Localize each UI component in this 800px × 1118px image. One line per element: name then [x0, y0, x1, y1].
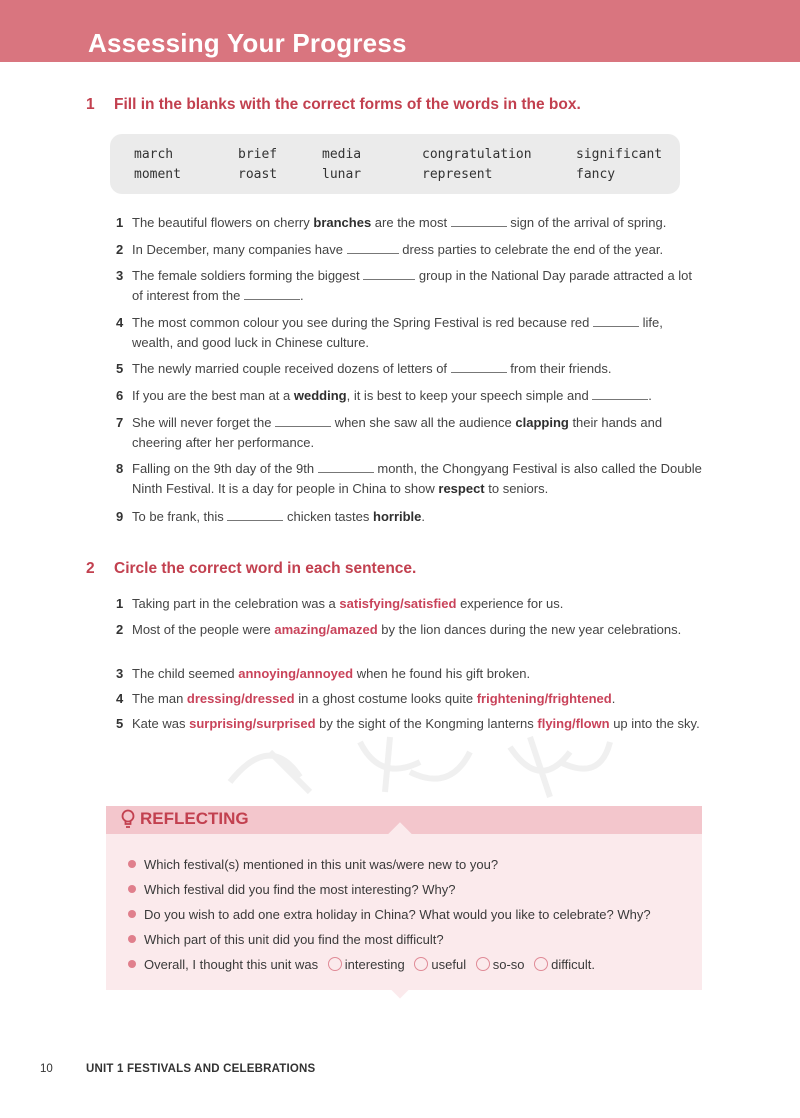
reflecting-overall: Overall, I thought this unit was interesting useful so-so difficult. — [128, 956, 595, 974]
question-number: 3 — [116, 666, 124, 681]
answer-blank[interactable] — [318, 460, 374, 473]
question-number: 9 — [116, 509, 124, 524]
question-number: 5 — [116, 716, 124, 731]
fill-blank-question: 4 The most common colour you see during the Spring Festival is red because red life, wealth, and good luck in Chinese culture. — [116, 315, 663, 350]
section-1-instruction: Fill in the blanks with the correct forms of the words in the box. — [114, 96, 581, 113]
page-number: 10 — [40, 1063, 53, 1075]
option-label: difficult. — [551, 957, 595, 972]
word-box-word: march — [134, 147, 174, 162]
section-1-heading — [86, 96, 581, 114]
word-choice[interactable]: frightening/frightened — [476, 691, 612, 706]
word-box-word: lunar — [322, 167, 362, 182]
page-title: Assessing Your Progress — [88, 28, 407, 58]
question-number: 6 — [116, 388, 124, 403]
option-circle-icon[interactable] — [534, 957, 548, 971]
circle-word-question: 1 Taking part in the celebration was a satisfying/satisfied experience for us. — [116, 594, 702, 614]
fill-blank-question: 8 Falling on the 9th day of the 9th month, the Chongyang Festival is also called the Double Ninth Festival. It is a day for people in China to show respect to seniors. — [116, 461, 702, 496]
fill-blank-question: 2 In December, many companies have dress parties to celebrate the end of the year. — [116, 240, 702, 260]
question-number: 2 — [116, 242, 124, 257]
page-footer — [40, 1063, 315, 1075]
answer-blank[interactable] — [347, 241, 399, 254]
word-box-word: fancy — [576, 167, 616, 182]
question-number: 4 — [116, 315, 124, 330]
answer-blank[interactable] — [593, 314, 639, 327]
fill-blank-question: 7 She will never forget the when she saw all the audience clapping their hands and cheering after her performance. — [116, 415, 663, 450]
fill-blank-question: 9 To be frank, this chicken tastes horrible. — [116, 507, 702, 527]
option-circle-icon[interactable] — [476, 957, 490, 971]
question-number: 8 — [116, 461, 124, 476]
answer-blank[interactable] — [227, 508, 283, 521]
word-choice[interactable]: annoying/annoyed — [238, 666, 354, 681]
section-2-instruction: Circle the correct word in each sentence. — [114, 560, 417, 577]
word-choice[interactable]: satisfying/satisfied — [339, 596, 457, 611]
reflecting-item: Do you wish to add one extra holiday in China? What would you like to celebrate? Why? — [128, 906, 651, 924]
word-choice[interactable]: dressing/dressed — [186, 691, 295, 706]
reflecting-item: Which festival did you find the most interesting? Why? — [128, 881, 455, 899]
word-box-word: congratulation — [422, 147, 532, 162]
answer-blank[interactable] — [363, 267, 415, 280]
fill-blank-question: 3 The female soldiers forming the biggest group in the National Day parade attracted a lot of interest from the . — [116, 268, 693, 303]
section-2-number: 2 — [86, 560, 95, 577]
unit-title: UNIT 1 FESTIVALS AND CELEBRATIONS — [86, 1063, 316, 1075]
reflecting-title: REFLECTING — [140, 809, 249, 828]
option-label: so-so — [492, 957, 525, 972]
bullet-icon — [128, 885, 136, 893]
circle-word-question: 5 Kate was surprising/surprised by the sight of the Kongming lanterns flying/flown up into the sky. — [116, 714, 702, 734]
answer-blank[interactable] — [275, 414, 331, 427]
question-number: 1 — [116, 596, 124, 611]
question-number: 1 — [116, 215, 124, 230]
bullet-icon — [128, 910, 136, 918]
lightbulb-icon — [120, 809, 136, 831]
fill-blank-question: 6 If you are the best man at a wedding, it is best to keep your speech simple and . — [116, 386, 702, 406]
bullet-icon — [128, 935, 136, 943]
option-label: interesting — [344, 957, 405, 972]
option-label: useful — [431, 957, 467, 972]
question-number: 4 — [116, 691, 124, 706]
word-box-word: media — [322, 147, 362, 162]
word-box-word: moment — [134, 167, 181, 182]
word-choice[interactable]: flying/flown — [537, 716, 610, 731]
bullet-icon — [128, 860, 136, 868]
fill-blank-question: 5 The newly married couple received dozens of letters of from their friends. — [116, 359, 702, 379]
section-1-number: 1 — [86, 96, 95, 113]
word-choice[interactable]: amazing/amazed — [274, 622, 378, 637]
answer-blank[interactable] — [451, 360, 507, 373]
reflecting-item: Which part of this unit did you find the most difficult? — [128, 931, 444, 949]
question-number: 7 — [116, 415, 124, 430]
circle-word-question: 4 The man dressing/dressed in a ghost costume looks quite frightening/frightened. — [116, 689, 702, 709]
option-circle-icon[interactable] — [414, 957, 428, 971]
answer-blank[interactable] — [451, 214, 507, 227]
watermark-calligraphy — [210, 722, 630, 802]
section-2-heading — [86, 560, 416, 578]
word-box — [110, 134, 680, 194]
word-box-word: roast — [238, 167, 278, 182]
bullet-icon — [128, 960, 136, 968]
word-box-word: brief — [238, 147, 278, 162]
question-number: 5 — [116, 361, 124, 376]
circle-word-question: 2 Most of the people were amazing/amazed by the lion dances during the new year celebrations. — [116, 620, 702, 640]
header-banner — [0, 0, 800, 62]
reflecting-item: Which festival(s) mentioned in this unit was/were new to you? — [128, 856, 498, 874]
word-box-word: represent — [422, 167, 493, 182]
answer-blank[interactable] — [244, 287, 300, 300]
question-number: 2 — [116, 622, 124, 637]
option-circle-icon[interactable] — [328, 957, 342, 971]
answer-blank[interactable] — [592, 387, 648, 400]
word-box-word: significant — [576, 147, 663, 162]
word-choice[interactable]: surprising/surprised — [189, 716, 316, 731]
circle-word-question: 3 The child seemed annoying/annoyed when he found his gift broken. — [116, 664, 702, 684]
question-number: 3 — [116, 268, 124, 283]
fill-blank-question: 1 The beautiful flowers on cherry branches are the most sign of the arrival of spring. — [116, 213, 702, 233]
